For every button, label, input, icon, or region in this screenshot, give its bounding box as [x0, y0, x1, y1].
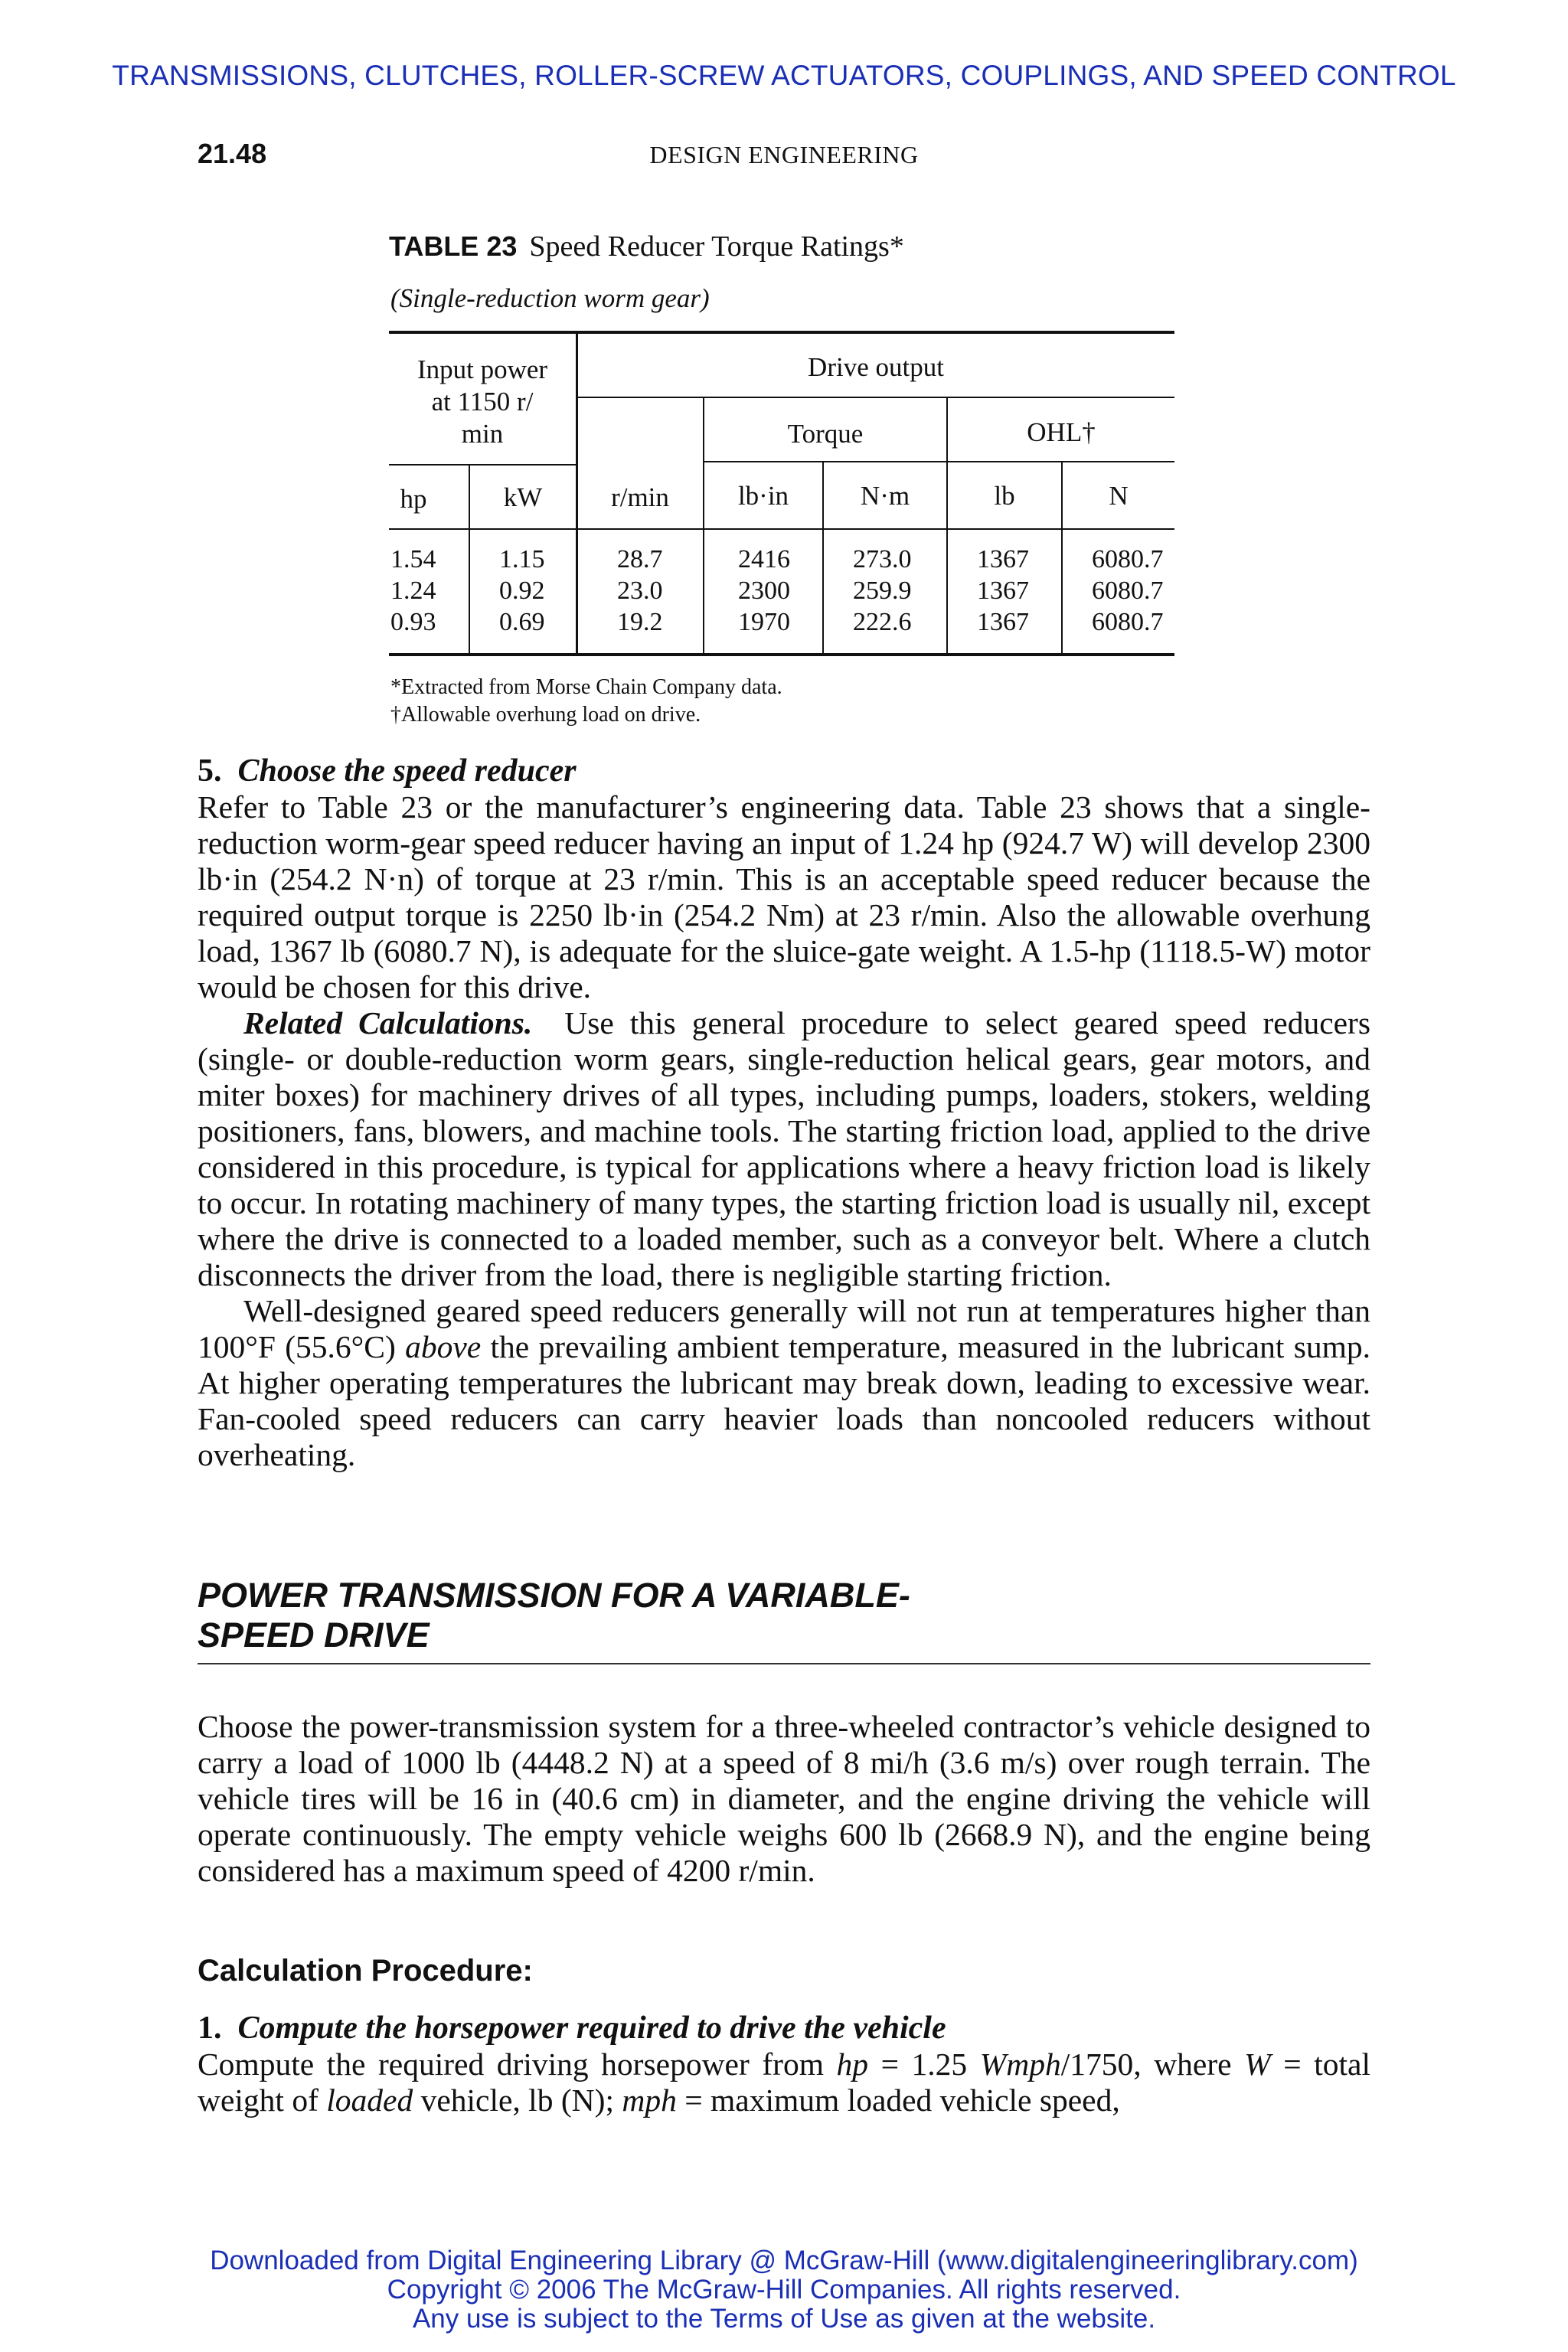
col-n: N — [1109, 481, 1129, 511]
temperature-emphasis: above — [405, 1329, 482, 1364]
table-footnote: *Extracted from Morse Chain Company data. — [390, 675, 782, 699]
cell-nm: 273.0 — [853, 545, 912, 573]
col-lbin: lb·in — [737, 481, 789, 511]
step-5-heading — [198, 753, 1370, 789]
table-footnote: †Allowable overhung load on drive. — [390, 703, 701, 727]
cell-rmin: 23.0 — [617, 577, 663, 605]
units-rule — [389, 464, 577, 466]
step-1-body — [198, 2047, 1370, 2118]
cell-rmin: 19.2 — [617, 608, 663, 636]
temperature-text: the prevailing ambient temperature, measured in the lubricant sump. At higher operating temperatures the lubricant may break down, leading to excessive wear. Fan-cooled speed reducers can carry heavier loads than noncooled reducers without overheating. — [198, 1329, 1370, 1472]
col-nm: N·m — [860, 481, 910, 511]
cell-lbin: 2416 — [738, 545, 790, 573]
cell-lb: 1367 — [977, 545, 1029, 573]
calculation-procedure-heading: Calculation Procedure: — [198, 1954, 533, 1988]
footer — [0, 2246, 1568, 2334]
step-1-text: = 1.25 — [868, 2047, 980, 2082]
cell-lbin: 2300 — [738, 577, 790, 605]
cell-hp: 0.93 — [390, 608, 436, 636]
step-1-text: /1750, where — [1060, 2047, 1245, 2082]
step-1-title: Compute the horsepower required to drive the vehicle — [237, 2011, 946, 2046]
col-kw: kW — [503, 482, 543, 512]
table-row — [0, 608, 1568, 640]
step-1 — [198, 2011, 1370, 2118]
related-lead: Related Calculations. — [243, 1005, 533, 1040]
var-loaded: loaded — [326, 2082, 413, 2118]
header-bottom-rule — [389, 528, 1174, 530]
table-top-rule — [389, 331, 1174, 334]
header-torque: Torque — [787, 419, 864, 449]
col-hp: hp — [400, 484, 427, 514]
cell-kw: 1.15 — [499, 545, 545, 573]
cell-n: 6080.7 — [1092, 545, 1164, 573]
cell-nm: 222.6 — [853, 608, 912, 636]
section-heading-rule — [198, 1663, 1370, 1664]
cell-n: 6080.7 — [1092, 608, 1164, 636]
table-label: TABLE 23 — [389, 230, 518, 262]
table-row — [0, 545, 1568, 577]
footer-copyright: Copyright © 2006 The McGraw-Hill Companies. All rights reserved. — [387, 2275, 1181, 2305]
step-1-number: 1. — [198, 2011, 222, 2046]
temperature-paragraph — [198, 1293, 1370, 1473]
cell-lb: 1367 — [977, 608, 1029, 636]
col-rmin: r/min — [611, 482, 669, 512]
drive-output-rule — [577, 397, 1174, 398]
torque-ratings-table — [0, 0, 1568, 766]
step-1-text: = total weight of — [198, 2047, 1370, 2118]
page-number: 21.48 — [198, 138, 267, 169]
header-input-power — [389, 354, 576, 450]
body-text-top — [198, 753, 1370, 1473]
section-heading-line: SPEED DRIVE — [198, 1615, 430, 1655]
cell-hp: 1.54 — [390, 545, 436, 573]
step-1-text: Compute the required driving horsepower from — [198, 2047, 837, 2082]
var-mph: mph — [622, 2082, 677, 2118]
problem-statement — [198, 1709, 1370, 1889]
footer-terms: Any use is subject to the Terms of Use as given at the website. — [412, 2304, 1156, 2334]
var-wmph: Wmph — [979, 2047, 1061, 2082]
cell-lbin: 1970 — [738, 608, 790, 636]
step-5-body: Refer to Table 23 or the manufacturer’s engineering data. Table 23 shows that a single-reduction worm-gear speed reducer having an input of 1.24 hp (924.7 W) will develop 2300 lb·in (254.2 N·n) of torque at 23 r/min. This is an acceptable speed reducer because the required output torque is 2250 lb·in (254.2 Nm) at 23 r/min. Also the allowable overhung load, 1367 lb (6080.7 N), is adequate for the sluice-gate weight. A 1.5-hp (1118.5-W) motor would be chosen for this drive. — [198, 789, 1370, 1004]
cell-lb: 1367 — [977, 577, 1029, 605]
header-input-line: Input power — [416, 354, 548, 384]
section-heading — [198, 1576, 1370, 1655]
header-input-line: min — [461, 419, 504, 449]
problem-text: Choose the power-transmission system for a three-wheeled contractor’s vehicle designed to carry a load of 1000 lb (4448.2 N) at a speed of 8 mi/h (3.6 m/s) over rough terrain. The vehicle tires will be 16 in (40.6 cm) in diameter, and the engine driving the vehicle will operate continuously. The empty vehicle weighs 600 lb (2668.9 N), and the engine being considered has a maximum speed of 4200 r/min. — [198, 1709, 1370, 1888]
running-head: TRANSMISSIONS, CLUTCHES, ROLLER-SCREW ACTUATORS, COUPLINGS, AND SPEED CONTROL — [112, 60, 1456, 91]
col-lb: lb — [994, 481, 1015, 511]
torque-ohl-rule — [704, 461, 1174, 462]
var-hp: hp — [836, 2047, 869, 2082]
var-w: W — [1244, 2047, 1271, 2082]
temperature-text: Well-designed geared speed reducers generally will not run at temperatures higher than 100°F (55.6°C) — [198, 1293, 1370, 1364]
cell-kw: 0.69 — [499, 608, 545, 636]
cell-hp: 1.24 — [390, 577, 436, 605]
step-5-title: Choose the speed reducer — [237, 753, 577, 789]
table-title-text: Speed Reducer Torque Ratings* — [529, 230, 904, 263]
step-5-number: 5. — [198, 753, 222, 789]
section-heading-line: POWER TRANSMISSION FOR A VARIABLE- — [198, 1576, 910, 1615]
related-body: Use this general procedure to select geared speed reducers (single- or double-reduction worm gears, single-reduction helical gears, gear motors, and miter boxes) for machinery drives of all types, including pumps, loaders, stokers, welding positioners, fans, blowers, and machine tools. The starting friction load, applied to the drive considered in this procedure, is typical for applications where a heavy friction load is likely to occur. In rotating machinery of many types, the starting friction load is usually nil, except where the drive is connected to a loaded member, such as a conveyor belt. Where a clutch disconnects the driver from the load, there is negligible starting friction. — [198, 1005, 1371, 1292]
cell-nm: 259.9 — [853, 577, 912, 605]
header-input-line: at 1150 r/ — [431, 387, 534, 416]
cell-rmin: 28.7 — [617, 545, 663, 573]
step-1-text: = maximum loaded vehicle speed, — [676, 2082, 1120, 2118]
related-calculations — [198, 1005, 1370, 1293]
step-1-heading — [198, 2011, 1370, 2047]
header-ohl: OHL† — [1027, 417, 1096, 447]
table-bottom-rule — [389, 653, 1174, 656]
footer-download-link[interactable]: Downloaded from Digital Engineering Library @ McGraw-Hill (www.digitalengineeringlibrary.com) — [210, 2246, 1358, 2275]
table-row — [0, 577, 1568, 609]
header-drive-output: Drive output — [808, 352, 944, 382]
cell-n: 6080.7 — [1092, 577, 1164, 605]
section-name: DESIGN ENGINEERING — [649, 141, 919, 168]
cell-kw: 0.92 — [499, 577, 545, 605]
table-subtitle: (Single-reduction worm gear) — [390, 283, 710, 313]
step-1-text: vehicle, lb (N); — [413, 2082, 622, 2118]
